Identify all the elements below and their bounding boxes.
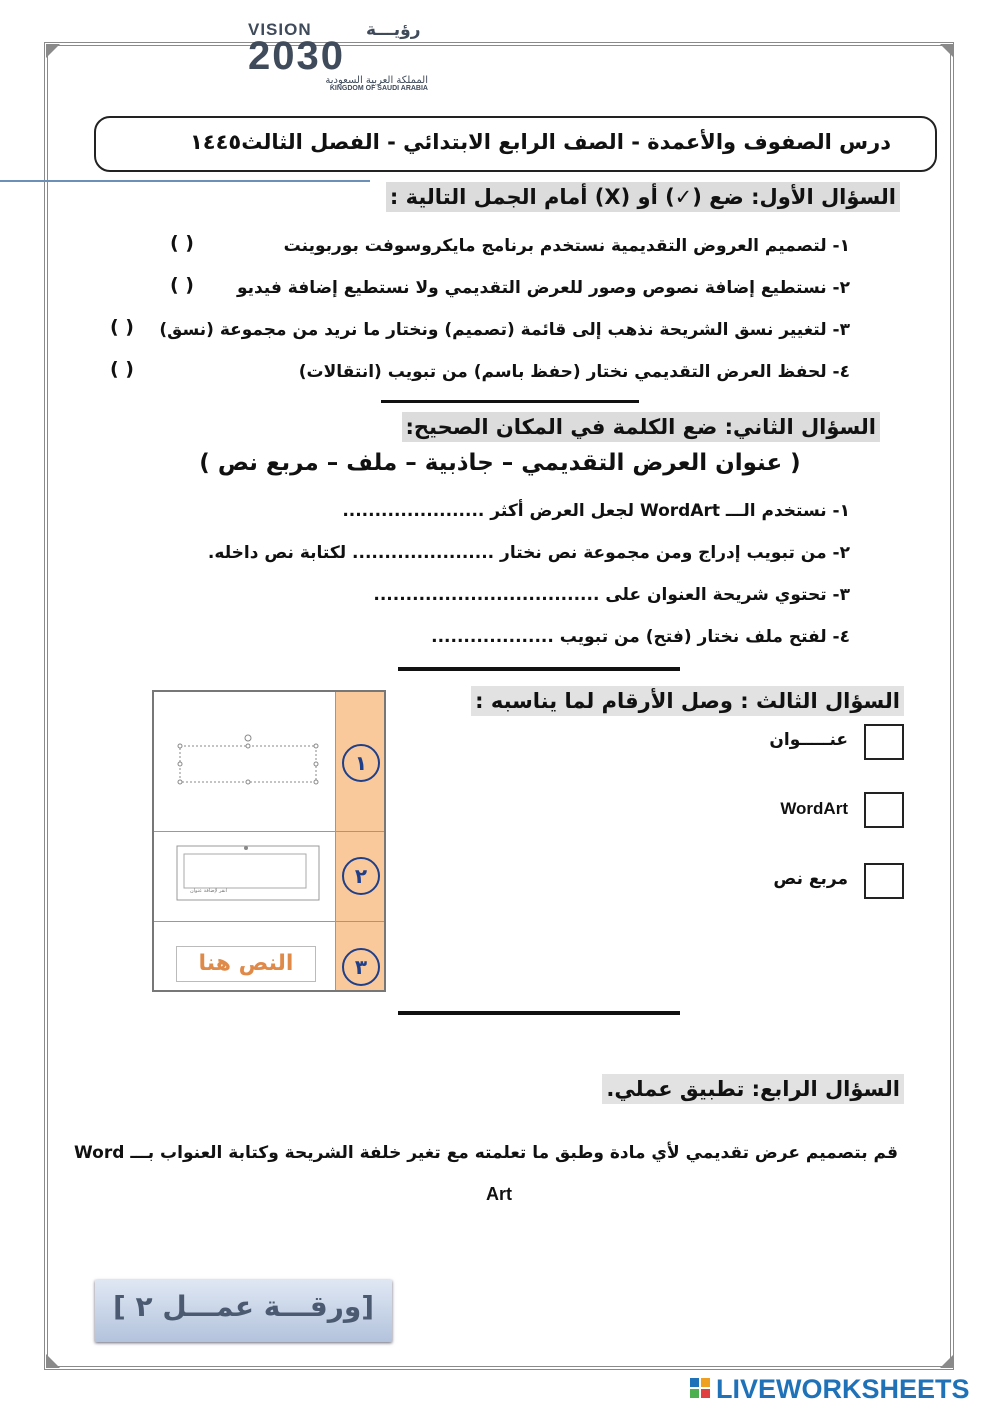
worksheet-badge-text: [ورقـــة عمـــل ٢ ] [112,1290,375,1323]
kingdom-english: KINGDOM OF SAUDI ARABIA [329,85,428,92]
page-title: درس الصفوف والأعمدة - الصف الرابع الابتدائي - الفصل الثالث١٤٤٥ [189,130,891,154]
thumbnail-caption: انقر لإضافة عنوان [190,888,228,894]
corner-ornament-bottom-right [934,1348,954,1368]
separator-line [381,400,639,403]
liveworksheets-brand[interactable]: LIVEWORKSHEETS [716,1374,970,1404]
vision-2030-logo [248,20,438,92]
q2-heading: السؤال الثاني: ضع الكلمة في المكان الصحيح: [402,412,881,442]
answer-box-textbox[interactable] [864,863,904,899]
title-box [94,116,937,172]
q1-item-3: ٣- لتغيير نسق الشريحة نذهب إلى قائمة (تصميم) ونختار ما نريد من مجموعة (نسق) [159,320,850,340]
corner-ornament-top-left [46,44,66,64]
option-textbox-label: مربع نص [773,869,848,889]
q1-answer-2[interactable]: ( ) [170,274,194,296]
vision-year: 2030 [248,34,345,78]
q2-word-bank: ( عنوان العرض التقديمي – جاذبية – ملف – مربع نص ) [199,450,801,476]
q2-item-3: ٣- تحتوي شريحة العنوان على ................................... [373,585,850,605]
q2-item-2: ٢- من تبويب إدراج ومن مجموعة نص نختار ...................... لكتابة نص داخله. [207,543,850,563]
q4-instruction-line-2: Art [486,1184,512,1204]
vision-english: VISION [248,20,312,39]
decorative-blue-line [0,180,370,182]
title-placeholder-thumbnail [174,732,324,792]
q4-instruction-line-1: قم بتصميم عرض تقديمي لأي مادة وطبق ما تعلمته مع تغير خلفة الشريحة وكتابة العنواب بـــ Word [74,1143,898,1163]
q1-answer-4[interactable]: ( ) [110,358,134,380]
option-wordart-label: WordArt [780,799,848,818]
separator-line [398,1011,680,1015]
q3-heading: السؤال الثالث : وصل الأرقام لما يناسبه : [471,686,904,716]
q1-answer-3[interactable]: ( ) [110,316,134,338]
vision-arabic: رؤيـــة [366,20,421,40]
q2-item-4: ٤- لفتح ملف نختار (فتح) من تبويب ................... [431,627,850,647]
row-divider [154,831,384,832]
kingdom-arabic: المملكة العربية السعودية [325,75,428,86]
number-circle-1: ١ [342,744,380,782]
liveworksheets-logo-icon [690,1378,710,1398]
q2-item-1: ١- نستخدم الـــ WordArt لجعل العرض أكثر ...................... [342,501,850,521]
separator-line [398,667,680,671]
wordart-sample: النص هنا [176,946,316,982]
q1-item-1: ١- لتصميم العروض التقديمية نستخدم برنامج مايكروسوفت بوربوينت [283,236,850,256]
corner-ornament-bottom-left [46,1348,66,1368]
q1-answer-1[interactable]: ( ) [170,232,194,254]
textbox-placeholder-thumbnail [176,842,321,904]
answer-box-wordart[interactable] [864,792,904,828]
answer-box-title[interactable] [864,724,904,760]
number-column [335,692,384,990]
q1-heading: السؤال الأول: ضع (✓) أو (X) أمام الجمل التالية : [386,182,900,212]
row-divider [154,921,384,922]
corner-ornament-top-right [934,44,954,64]
number-circle-2: ٢ [342,857,380,895]
q1-item-4: ٤- لحفظ العرض التقديمي نختار (حفظ باسم) من تبويب (انتقالات) [298,362,850,382]
slide-layout-table [152,690,386,992]
q4-heading: السؤال الرابع: تطبيق عملي. [602,1074,904,1104]
number-circle-3: ٣ [342,948,380,986]
q1-item-2: ٢- نستطيع إضافة نصوص وصور للعرض التقديمي ولا نستطيع إضافة فيديو [236,278,850,298]
option-title-label: عنـــــوان [769,730,848,750]
worksheet-badge [95,1280,392,1342]
